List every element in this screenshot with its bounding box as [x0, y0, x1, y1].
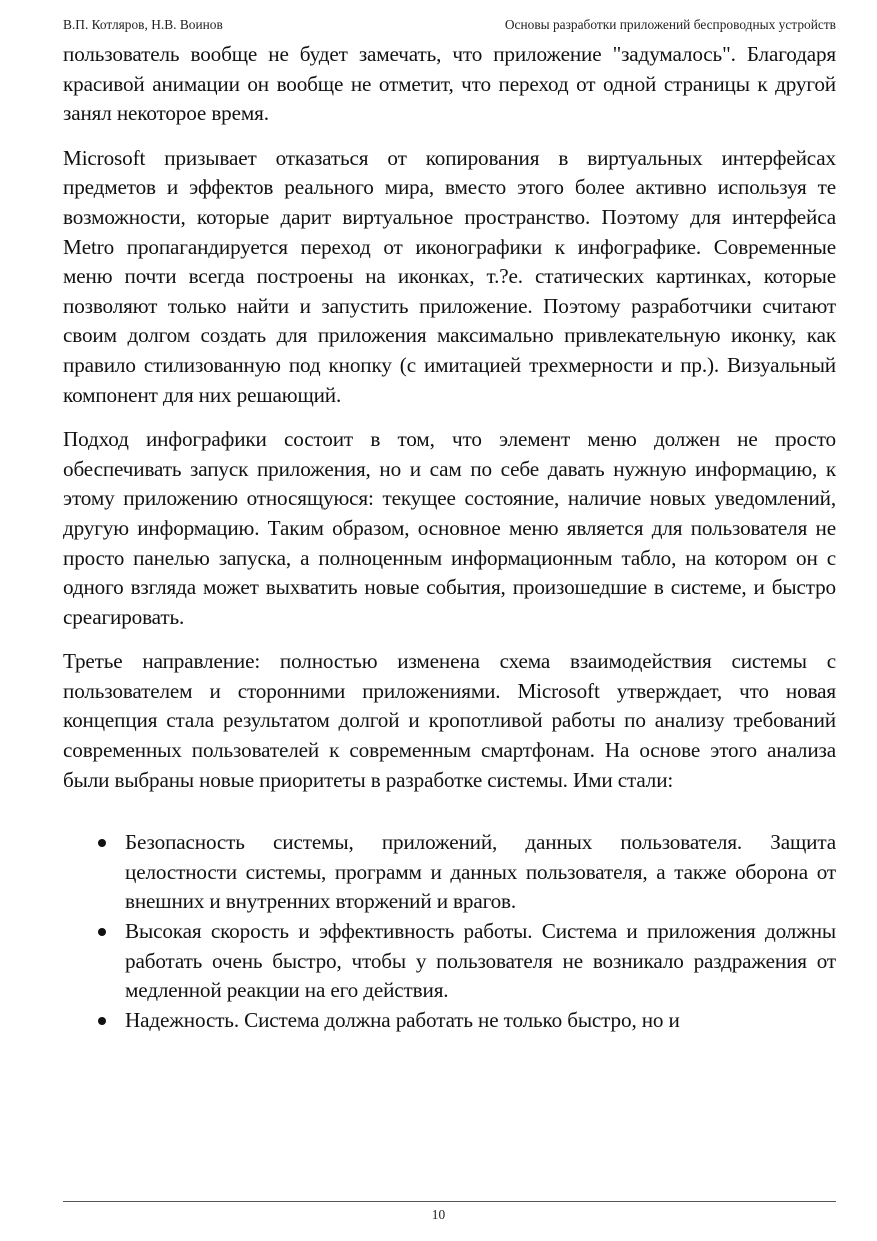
paragraph: Третье направление: полностью изменена схема взаимодействия системы с пользователем и сторонними приложениями. Microsoft утверждает, что новая концепция стала результатом долгой и кропотливой работы по анализу требований современных пользователей к современным смартфонам. На основе этого анализа были выбраны новые приоритеты в разработке системы. Ими стали: [63, 649, 836, 792]
footer-divider [63, 1201, 836, 1202]
list-item [63, 917, 836, 1006]
priority-list [63, 828, 836, 1035]
page-number: 10 [431, 1207, 446, 1222]
list-item-text: Высокая скорость и эффективность работы. Система и приложения должны работать очень быстро, чтобы у пользователя не возникало раздражения от медленной реакции на его действия. [125, 919, 836, 1003]
paragraph: Подход инфографики состоит в том, что элемент меню должен не просто обеспечивать запуск приложения, но и сам по себе давать нужную информацию, к этому приложению относящуюся: текущее состояние, наличие новых уведомлений, другую информацию. Таким образом, основное меню является для пользователя не просто панелью запуска, а полноценным информационным табло, на котором он с одного взгляда может выхватить новые события, произошедшие в системе, и быстро среагировать. [63, 427, 836, 629]
list-item [63, 828, 836, 917]
list-item-text: Безопасность системы, приложений, данных пользователя. Защита целостности системы, программ и данных пользователя, а также оборона от внешних и внутренних вторжений и врагов. [125, 830, 836, 914]
page-header [63, 14, 836, 36]
paragraph: Microsoft призывает отказаться от копирования в виртуальных интерфейсах предметов и эффектов реального мира, вместо этого более активно используя те возможности, которые дарит виртуальное пространство. Поэтому для интерфейса Metro пропагандируется переход от иконографики к инфографике. Современные меню почти всегда построены на иконках, т.?е. статических картинках, которые позволяют только найти и запустить приложение. Поэтому разработчики считают своим долгом создать для приложения максимально привлекательную иконку, как правило стилизованную под кнопку (с имитацией трехмерности и пр.). Визуальный компонент для них решающий. [63, 145, 836, 407]
page-body [63, 40, 836, 1035]
list-item [63, 1006, 836, 1036]
header-book-title: Основы разработки приложений беспроводных устройств [504, 17, 836, 32]
bullet-icon [98, 928, 106, 936]
bullet-icon [98, 839, 106, 847]
header-authors: В.П. Котляров, Н.В. Воинов [63, 17, 223, 32]
paragraph: пользователь вообще не будет замечать, что приложение "задумалось". Благодаря красивой анимации он вообще не отметит, что переход от одной страницы к другой занял некоторое время. [63, 42, 836, 126]
bullet-icon [98, 1017, 106, 1025]
list-item-text: Надежность. Система должна работать не только быстро, но и [125, 1007, 680, 1032]
